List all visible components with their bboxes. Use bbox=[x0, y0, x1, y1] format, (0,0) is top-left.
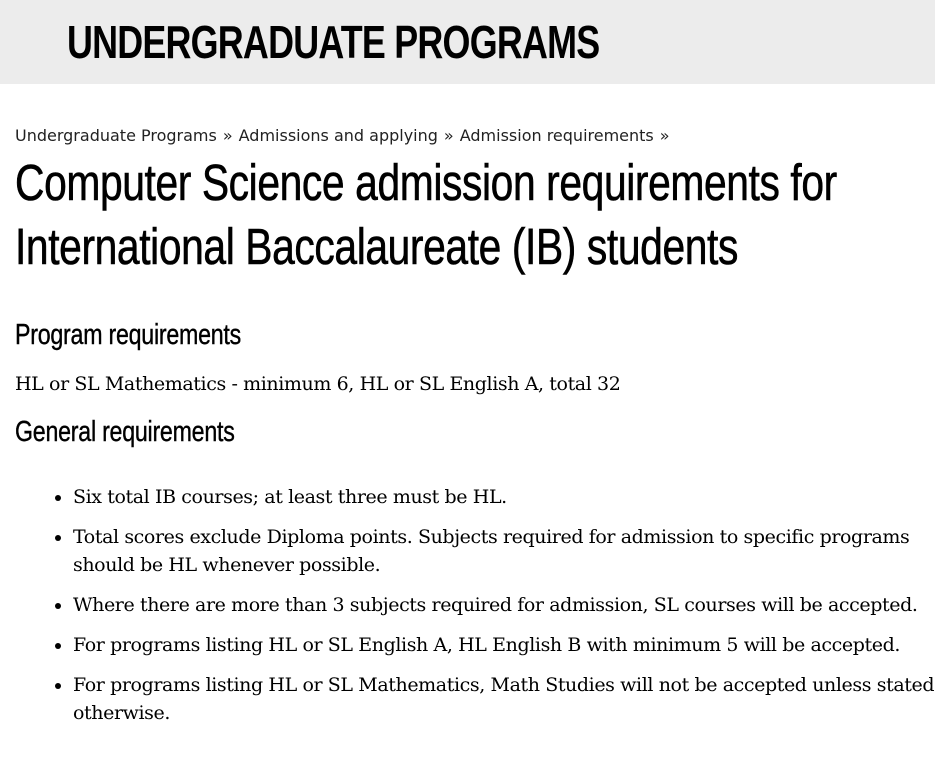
list-item: • Total scores exclude Diploma points. Subjects required for admission to specific programs should be HL whenever possible. bbox=[73, 523, 935, 579]
general-requirements-section bbox=[15, 396, 935, 727]
site-title-link[interactable]: UNDERGRADUATE PROGRAMS bbox=[67, 16, 600, 68]
site-header bbox=[0, 0, 935, 84]
list-item: • Where there are more than 3 subjects required for admission, SL courses will be accepted. bbox=[73, 591, 935, 619]
program-requirements-heading: Program requirements bbox=[15, 319, 241, 351]
breadcrumb-separator: » bbox=[443, 126, 454, 145]
breadcrumb-admissions-and-applying[interactable]: Admissions and applying bbox=[238, 126, 438, 145]
general-requirements-heading: General requirements bbox=[15, 416, 235, 448]
list-item: • For programs listing HL or SL English A, HL English B with minimum 5 will be accepted. bbox=[73, 631, 935, 659]
main-content bbox=[0, 126, 935, 727]
general-requirements-list bbox=[15, 483, 935, 727]
list-item: • For programs listing HL or SL Mathematics, Math Studies will not be accepted unless stated otherwise. bbox=[73, 671, 935, 727]
list-item: • Six total IB courses; at least three must be HL. bbox=[73, 483, 935, 511]
breadcrumb-admission-requirements[interactable]: Admission requirements bbox=[459, 126, 654, 145]
page-title: Computer Science admission requirements for International Baccalaureate (IB) students bbox=[15, 154, 837, 275]
program-requirements-text: HL or SL Mathematics - minimum 6, HL or SL English A, total 32 bbox=[15, 373, 621, 395]
breadcrumb-separator: » bbox=[659, 126, 670, 145]
breadcrumb bbox=[15, 126, 935, 146]
breadcrumb-undergraduate-programs[interactable]: Undergraduate Programs bbox=[15, 126, 217, 145]
breadcrumb-separator: » bbox=[222, 126, 233, 145]
program-requirements-section bbox=[15, 279, 935, 396]
